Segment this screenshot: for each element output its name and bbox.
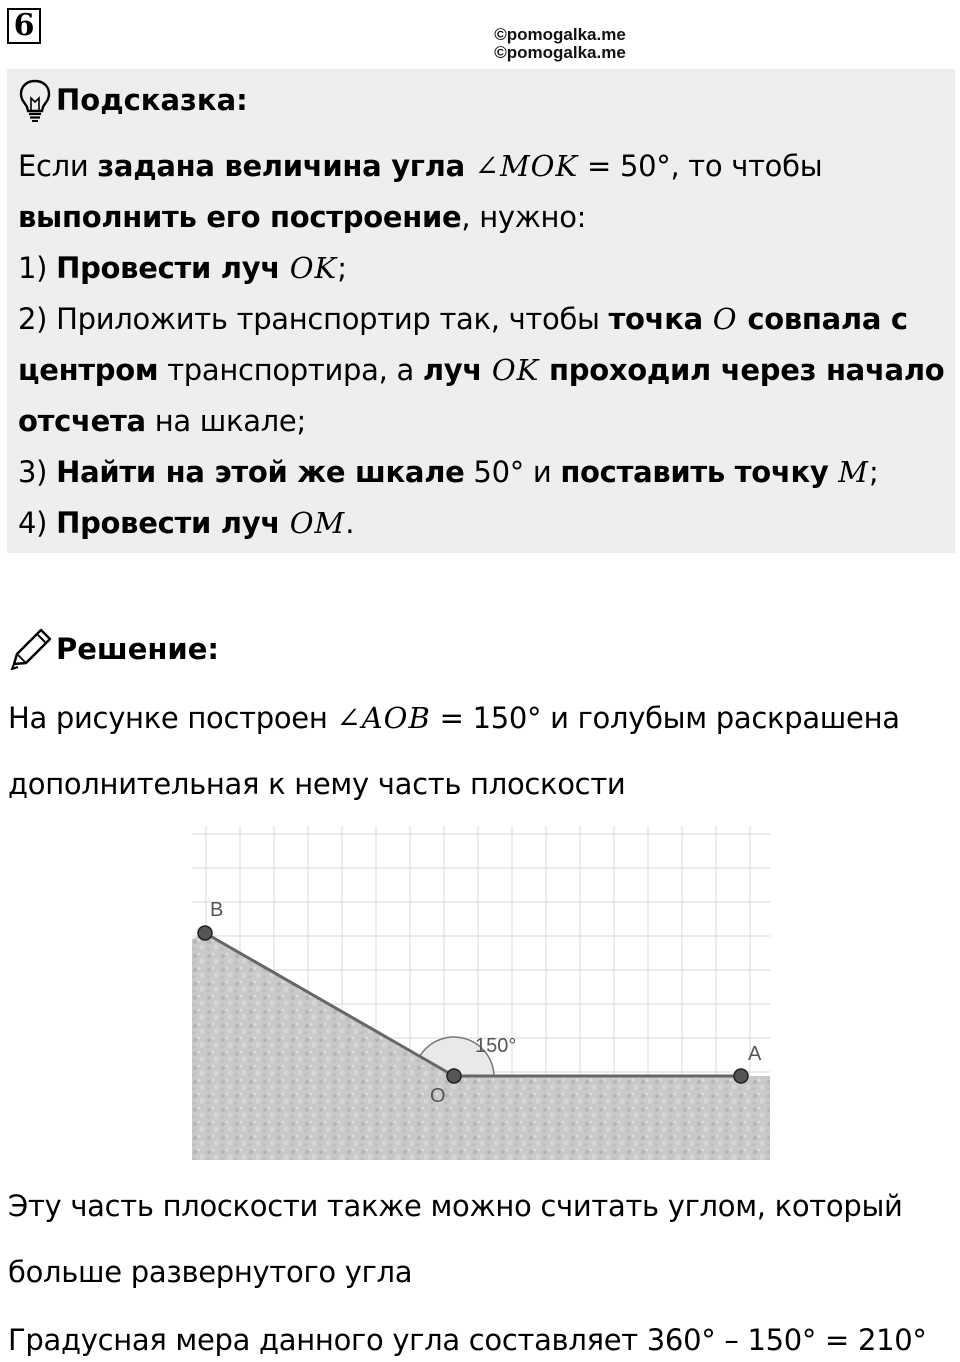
bold-text: выполнить его построение (18, 200, 462, 234)
watermark: ©pomogalka.me (494, 43, 626, 62)
text: 1) (18, 251, 57, 285)
solution-paragraph (8, 698, 953, 738)
task-number: 6 (7, 8, 41, 44)
point-a (734, 1069, 748, 1083)
bold-text: поставить точку (560, 455, 839, 489)
math: M (838, 455, 869, 489)
hint-line (18, 498, 953, 549)
text: на шкале; (145, 404, 306, 438)
bold-text: отсчета (18, 404, 146, 438)
math: OK (289, 251, 338, 285)
pencil-icon (8, 626, 54, 670)
bold-text: задана величина угла (97, 149, 475, 183)
text: На рисунке построен (8, 701, 337, 735)
text: 3) (18, 455, 57, 489)
text: 50° и (464, 455, 561, 489)
lightbulb-icon (18, 78, 52, 122)
hint-text (18, 141, 953, 549)
text: Если (18, 149, 98, 183)
text: = 150° и голубым раскрашена (430, 701, 900, 735)
hint-line (18, 447, 953, 498)
math: OK (491, 353, 540, 387)
hint-title: Подсказка: (56, 83, 248, 117)
text: , нужно: (461, 200, 587, 234)
text: 2) Приложить транспортир так, чтобы (18, 302, 609, 336)
bold-text: Найти на этой же шкале (56, 455, 465, 489)
text: = 50°, то чтобы (578, 149, 823, 183)
math: O (712, 302, 738, 336)
label-a: A (748, 1043, 762, 1065)
text: транспортира, а (158, 353, 423, 387)
point-b (198, 926, 212, 940)
text: ; (868, 455, 879, 489)
bold-text: луч (422, 353, 492, 387)
bold-text: Провести луч (56, 506, 290, 540)
bold-text: точка (608, 302, 713, 336)
math: ∠AOB (336, 701, 431, 735)
bold-text: совпала с (737, 302, 908, 336)
math: ∠MOK (474, 149, 579, 183)
solution-paragraph: Эту часть плоскости также можно считать углом, который (8, 1189, 903, 1223)
watermark: ©pomogalka.me (494, 25, 626, 44)
bold-text: центром (18, 353, 159, 387)
solution-title: Решение: (56, 632, 220, 666)
solution-answer: Градусная мера данного угла составляет 360° – 150° = 210° (8, 1323, 927, 1357)
label-b: B (210, 899, 224, 921)
text: 4) (18, 506, 57, 540)
solution-paragraph: дополнительная к нему часть плоскости (8, 767, 626, 801)
hint-line (18, 141, 953, 192)
text: ; (337, 251, 347, 285)
angle-figure (192, 826, 770, 1160)
solution-paragraph: больше развернутого угла (8, 1255, 413, 1289)
hint-line (18, 396, 953, 447)
hint-line (18, 345, 953, 396)
text: . (345, 506, 355, 540)
math: OM (289, 506, 346, 540)
hint-line (18, 192, 953, 243)
bold-text: проходил через начало (539, 353, 945, 387)
point-o (447, 1069, 461, 1083)
bold-text: Провести луч (56, 251, 290, 285)
hint-line (18, 294, 953, 345)
hint-line (18, 243, 953, 294)
label-angle: 150° (475, 1035, 517, 1057)
label-o: O (430, 1085, 446, 1107)
